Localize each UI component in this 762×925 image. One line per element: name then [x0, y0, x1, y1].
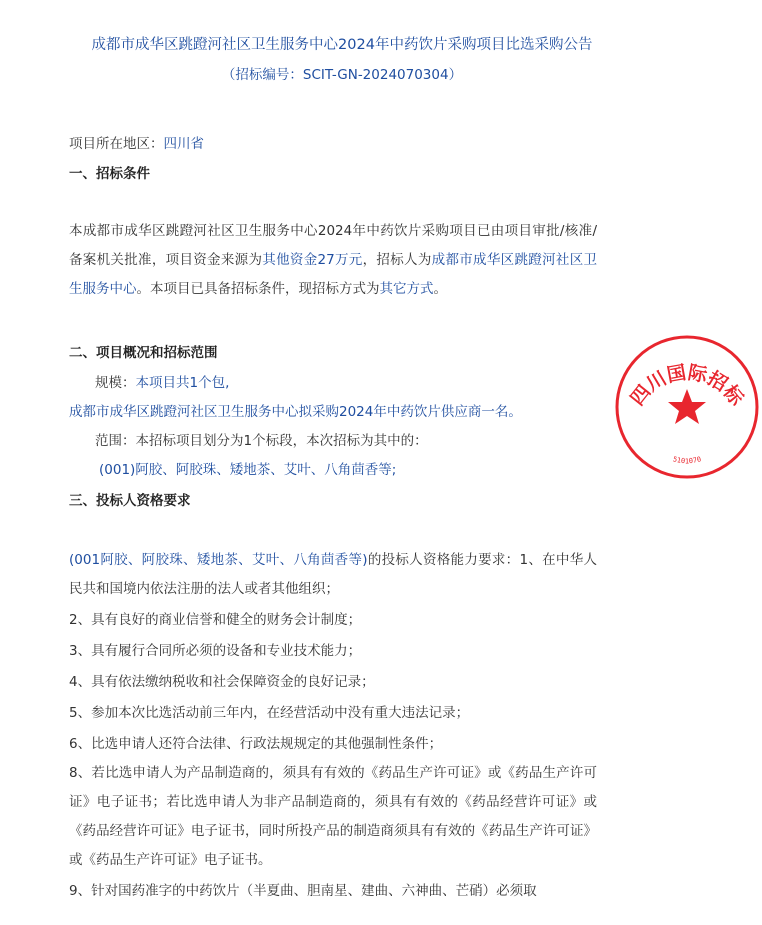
scale-value: 本项目共1个包, — [135, 375, 230, 391]
tender-method: 其它方式 — [379, 281, 434, 297]
seal-digits: 5101070 — [671, 455, 703, 466]
section1-heading: 一、招标条件 — [69, 166, 150, 182]
tenderer-name: 成都市成华区跳蹬河社区卫生服务中心 — [69, 252, 598, 297]
section1-paragraph — [69, 217, 597, 304]
qualification-item-8: 8、若比选申请人为产品制造商的，须具有有效的《药品生产许可证》或《药品生产许可证》电子证书；若比选申请人为非产品制造商的，须具有有效的《药品经营许可证》或《药品经营许可证》电子证书，同时所投产品的制造商须具有有效的《药品生产许可证》或《药品生产许可证》电子证书。 — [69, 765, 597, 868]
qualification-item-3: 3、具有履行合同所必须的设备和专业技术能力； — [69, 643, 362, 659]
section1-text-1: 本成都市成华区跳蹬河社区卫生服务中心2024年中药饮片采购项目已由项目审批/核准/备案机关批准，项目资金来源为 — [69, 223, 597, 268]
qualification-intro — [69, 546, 597, 604]
funding-source: 其他资金27万元 — [262, 252, 363, 268]
region-value: 四川省 — [163, 136, 204, 152]
section1-text-2: ，招标人为 — [362, 252, 432, 268]
qualification-item-5: 5、参加本次比选活动前三年内，在经营活动中没有重大违法记录； — [69, 705, 470, 721]
section2-heading: 二、项目概况和招标范围 — [69, 345, 218, 361]
seal-name: 四川国际招标 — [626, 361, 748, 410]
qualification-item-6: 6、比选申请人还符合法律、行政法规规定的其他强制性条件； — [69, 736, 443, 752]
qualification-intro-text: 的投标人资格能力要求：1、在中华人民共和国境内依法注册的法人或者其他组织； — [69, 552, 597, 597]
purchase-line: 成都市成华区跳蹬河社区卫生服务中心拟采购2024年中药饮片供应商一名。 — [69, 404, 522, 420]
section1-text-4: 。 — [433, 281, 447, 297]
seal-star — [668, 389, 706, 424]
qualification-item-2: 2、具有良好的商业信誉和健全的财务会计制度； — [69, 612, 362, 628]
qualification-item-4: 4、具有依法缴纳税收和社会保障资金的良好记录； — [69, 674, 375, 690]
svg-text:5101070 — [672, 455, 702, 465]
section3-heading: 三、投标人资格要求 — [69, 493, 191, 509]
region-label: 项目所在地区： — [69, 136, 164, 152]
region-line — [69, 132, 204, 152]
document-title: 成都市成华区跳蹬河社区卫生服务中心2024年中药饮片采购项目比选采购公告 — [91, 37, 593, 53]
lot-reference: (001阿胶、阿胶珠、矮地茶、艾叶、八角茴香等) — [69, 552, 368, 568]
section1-text-3: 。本项目已具备招标条件，现招标方式为 — [136, 281, 380, 297]
qualification-item-9: 9、针对国药准字的中药饮片（半夏曲、胆南星、建曲、六神曲、芒硝）必须取 — [69, 883, 537, 899]
lot-line: (001)阿胶、阿胶珠、矮地茶、艾叶、八角茴香等; — [99, 462, 397, 478]
scale-label: 规模： — [95, 375, 136, 391]
company-seal — [612, 332, 762, 482]
scope-line: 范围：本招标项目划分为1个标段，本次招标为其中的： — [95, 433, 428, 449]
scale-line — [95, 371, 229, 391]
tender-number: （招标编号：SCIT-GN-2024070304） — [221, 67, 463, 83]
